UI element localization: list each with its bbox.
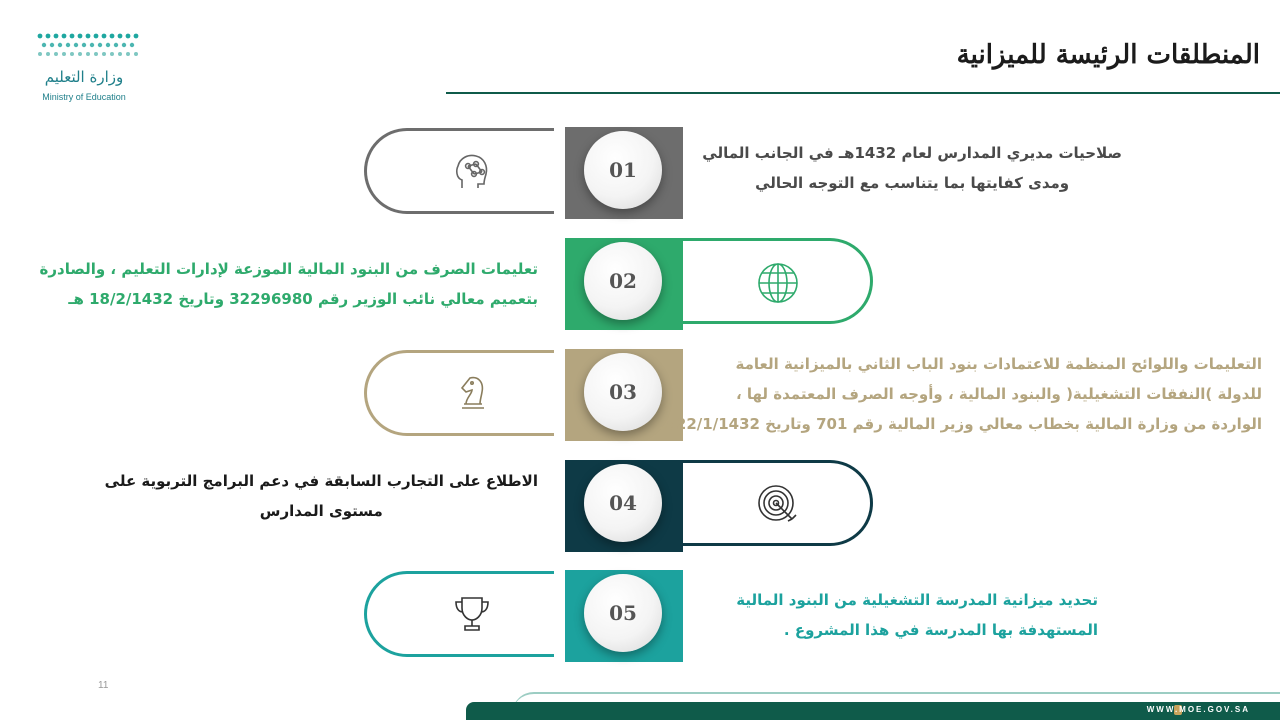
item-01-line-1: صلاحيات مديري المدارس لعام 1432هـ في الجانب المالي: [702, 144, 1122, 162]
item-03-line-3: الواردة من وزارة المالية بخطاب معالي وزير المالية رقم 701 وتاريخ 22/1/1432هـ: [660, 415, 1262, 433]
title-underline: [446, 92, 1280, 94]
item-03-number-circle: [584, 353, 662, 431]
item-02-description: [40, 254, 538, 314]
item-05-number-circle: [584, 574, 662, 652]
item-04-line-1: الاطلاع على التجارب السابقة في دعم البرامج التربوية على: [104, 472, 538, 490]
item-02-number: 02: [609, 269, 637, 293]
page-number: 11: [98, 680, 109, 691]
item-03-description: [660, 349, 1262, 439]
item-01-number: 01: [609, 158, 637, 182]
item-04-line-2: مستوى المدارس: [259, 502, 383, 520]
logo-arabic-text: وزارة التعليم: [44, 68, 124, 86]
item-01-number-circle: [584, 131, 662, 209]
chess-knight-icon: [450, 370, 494, 414]
item-01-line-2: ومدى كفايتها بما يتناسب مع التوجه الحالي: [755, 174, 1070, 192]
page-title: المنطلقات الرئيسة للميزانية: [956, 40, 1260, 70]
head-network-icon: [450, 150, 494, 194]
item-02-number-circle: [584, 242, 662, 320]
item-03-line-2: للدولة )النفقات التشغيلية( والبنود المالية ، وأوجه الصرف المعتمدة لها ،: [735, 385, 1262, 403]
item-04-description: [105, 466, 538, 526]
logo-dots-icon: [34, 30, 144, 64]
item-04-number: 04: [609, 491, 637, 515]
item-05-number: 05: [609, 601, 637, 625]
item-05-line-2: المستهدفة بها المدرسة في هذا المشروع .: [783, 621, 1098, 639]
item-03-line-1: التعليمات واللوائح المنظمة للاعتمادات بنود الباب الثاني بالميزانية العامة: [735, 355, 1262, 373]
item-03-number: 03: [609, 380, 637, 404]
item-05-description: [736, 585, 1098, 645]
moe-logo: [28, 26, 148, 116]
footer-url[interactable]: WWW.MOE.GOV.SA: [1146, 705, 1250, 714]
globe-icon: [756, 261, 800, 305]
item-04-number-circle: [584, 464, 662, 542]
logo-english-text: Ministry of Education: [42, 92, 126, 102]
item-01-description: [702, 138, 1122, 198]
trophy-icon: [450, 592, 494, 636]
item-02-line-2: بتعميم معالي نائب الوزير رقم 32296980 وتاريخ 18/2/1432 هـ: [68, 290, 538, 308]
item-05-line-1: تحديد ميزانية المدرسة التشغيلية من البنود المالية: [736, 591, 1098, 609]
item-02-line-1: تعليمات الصرف من البنود المالية الموزعة لإدارات التعليم ، والصادرة: [39, 260, 538, 278]
target-icon: [756, 481, 800, 525]
